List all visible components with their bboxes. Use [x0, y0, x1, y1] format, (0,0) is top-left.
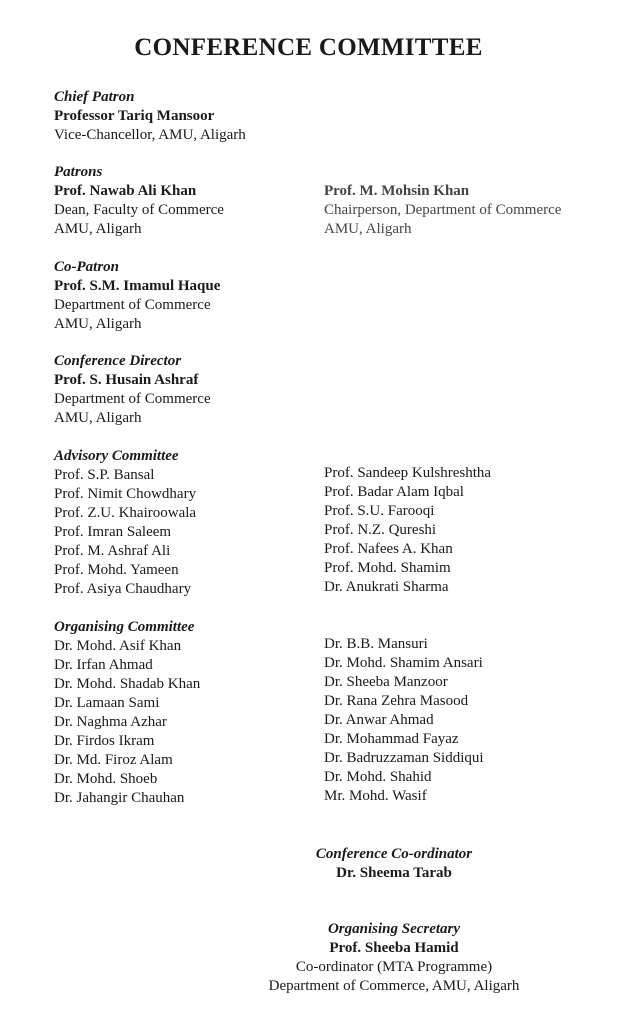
list-item: Dr. Anukrati Sharma	[324, 579, 449, 595]
list-item: Dr. Lamaan Sami	[54, 695, 160, 711]
list-item: Prof. S.U. Farooqi	[324, 503, 435, 519]
list-item: Prof. Nimit Chowdhary	[54, 486, 197, 502]
organising-heading: Organising Committee	[54, 619, 195, 635]
co-patron-heading: Co-Patron	[54, 259, 120, 275]
list-item: Prof. Z.U. Khairoowala	[54, 505, 197, 521]
list-item: Dr. Naghma Azhar	[54, 714, 167, 730]
list-item: Prof. Mohd. Yameen	[54, 562, 179, 578]
list-item: Dr. Mohd. Asif Khan	[54, 638, 182, 654]
director-line: Department of Commerce	[54, 391, 211, 407]
list-item: Dr. Firdos Ikram	[54, 733, 155, 749]
patron-right-name: Prof. M. Mohsin Khan	[324, 183, 470, 199]
organising-left-list	[54, 637, 200, 808]
advisory-heading: Advisory Committee	[54, 448, 179, 464]
list-item: Dr. Mohammad Fayaz	[324, 731, 459, 747]
director-line: AMU, Aligarh	[54, 410, 142, 426]
patron-left-name: Prof. Nawab Ali Khan	[54, 183, 197, 199]
list-item: Mr. Mohd. Wasif	[324, 788, 427, 804]
organising-right-list	[324, 635, 484, 806]
patron-right	[324, 182, 561, 239]
secretary-line: Co-ordinator (MTA Programme)	[295, 959, 493, 975]
patron-left-line: Dean, Faculty of Commerce	[54, 202, 224, 218]
co-patron-name: Prof. S.M. Imamul Haque	[54, 278, 221, 294]
patrons-section	[54, 163, 224, 239]
list-item: Dr. Anwar Ahmad	[324, 712, 434, 728]
chief-patron-section	[54, 88, 246, 145]
list-item: Prof. Badar Alam Iqbal	[324, 484, 464, 500]
secretary-name: Prof. Sheeba Hamid	[329, 940, 459, 956]
list-item: Dr. Mohd. Shoeb	[54, 771, 158, 787]
director-heading: Conference Director	[54, 353, 182, 369]
coordinator-name: Dr. Sheema Tarab	[336, 865, 452, 881]
organising-section	[54, 618, 200, 808]
patron-left-line: AMU, Aligarh	[54, 221, 142, 237]
list-item: Dr. Rana Zehra Masood	[324, 693, 469, 709]
patron-right-line: Chairperson, Department of Commerce	[324, 202, 562, 218]
director-name: Prof. S. Husain Ashraf	[54, 372, 199, 388]
list-item: Prof. Sandeep Kulshreshtha	[324, 465, 492, 481]
chief-patron-heading: Chief Patron	[54, 89, 135, 105]
list-item: Dr. Irfan Ahmad	[54, 657, 153, 673]
page-title: CONFERENCE COMMITTEE	[134, 34, 483, 61]
list-item: Prof. Mohd. Shamim	[324, 560, 451, 576]
list-item: Dr. Md. Firoz Alam	[54, 752, 173, 768]
list-item: Dr. Mohd. Shadab Khan	[54, 676, 201, 692]
list-item: Prof. Imran Saleem	[54, 524, 172, 540]
secretary-line: Department of Commerce, AMU, Aligarh	[268, 978, 520, 994]
co-patron-line: AMU, Aligarh	[54, 316, 142, 332]
coordinator-heading: Conference Co-ordinator	[315, 846, 473, 862]
co-patron-section	[54, 258, 220, 334]
list-item: Dr. Mohd. Shamim Ansari	[324, 655, 483, 671]
list-item: Prof. Asiya Chaudhary	[54, 581, 192, 597]
list-item: Dr. Sheeba Manzoor	[324, 674, 448, 690]
list-item: Prof. M. Ashraf Ali	[54, 543, 171, 559]
list-item: Prof. Nafees A. Khan	[324, 541, 453, 557]
patron-right-line: AMU, Aligarh	[324, 221, 412, 237]
chief-patron-line: Vice-Chancellor, AMU, Aligarh	[54, 127, 246, 143]
list-item: Dr. Mohd. Shahid	[324, 769, 432, 785]
list-item: Prof. N.Z. Qureshi	[324, 522, 437, 538]
list-item: Dr. B.B. Mansuri	[324, 636, 428, 652]
co-patron-line: Department of Commerce	[54, 297, 211, 313]
list-item: Dr. Badruzzaman Siddiqui	[324, 750, 484, 766]
secretary-section	[244, 920, 544, 996]
list-item: Prof. S.P. Bansal	[54, 467, 155, 483]
patrons-heading: Patrons	[54, 164, 103, 180]
chief-patron-name: Professor Tariq Mansoor	[54, 108, 215, 124]
director-section	[54, 352, 211, 428]
coordinator-section	[254, 845, 534, 883]
advisory-left-list	[54, 466, 196, 599]
list-item: Dr. Jahangir Chauhan	[54, 790, 185, 806]
secretary-heading: Organising Secretary	[327, 921, 461, 937]
advisory-section	[54, 447, 196, 599]
advisory-right-list	[324, 464, 491, 597]
